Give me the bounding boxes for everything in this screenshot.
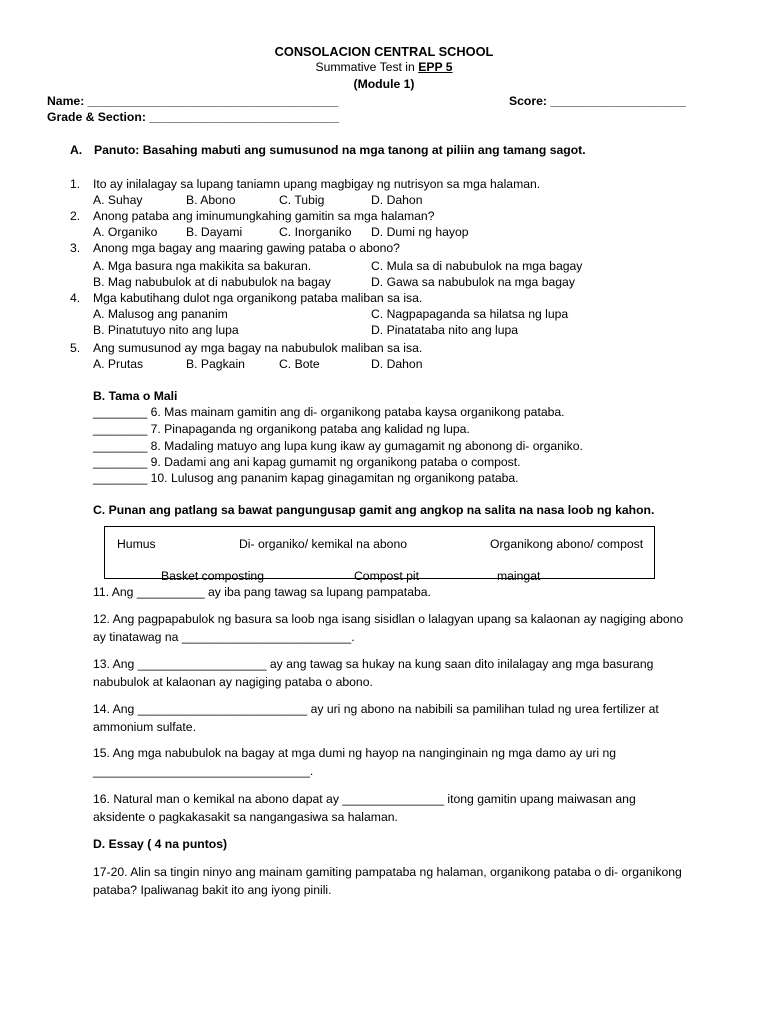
fill-in-item: 12. Ang pagpapabulok ng basura sa loob nga isang sisidlan o lalagyan upang sa kalaonan ay nagiging abono — [93, 612, 684, 626]
school-name: CONSOLACION CENTRAL SCHOOL — [274, 44, 494, 59]
question-number: 5. — [70, 341, 81, 355]
section-a-instruction: Panuto: Basahing mabuti ang sumusunod na mga tanong at piliin ang tamang sagot. — [94, 143, 586, 157]
true-false-item[interactable]: ________ 8. Madaling matuyo ang lupa kung ikaw ay gumagamit ng abonong di- organiko. — [93, 439, 583, 453]
question-number: 2. — [70, 209, 81, 223]
word-box-item: Humus — [117, 537, 156, 551]
true-false-item[interactable]: ________ 6. Mas mainam gamitin ang di- organikong pataba kaysa organikong pataba. — [93, 405, 565, 419]
word-box-item: Di- organiko/ kemikal na abono — [239, 537, 408, 551]
test-prefix: Summative Test in — [315, 60, 419, 74]
word-box-item: Basket composting — [161, 569, 264, 583]
subject-name: EPP 5 — [418, 60, 453, 74]
question-text: Anong pataba ang iminumungkahing gamitin sa mga halaman? — [93, 209, 435, 223]
choice-a[interactable]: A. Mga basura nga makikita sa bakuran. — [93, 259, 312, 273]
question-text: Ito ay inilalagay sa lupang taniamn upang magbigay ng nutrisyon sa mga halaman. — [93, 177, 541, 191]
module-label: (Module 1) — [353, 77, 415, 91]
choice-a[interactable]: A. Suhay — [93, 193, 143, 207]
score-field[interactable]: Score: ____________________ — [509, 94, 686, 108]
fill-in-item[interactable]: 14. Ang _________________________ ay uri ng abono na nabibili sa pamilihan tulad ng urea fertilizer at — [93, 702, 659, 716]
essay-question-line: pataba? Ipaliwanag bakit ito ang iyong pinili. — [93, 883, 332, 897]
question-text: Ang sumusunod ay mga bagay na nabubulok maliban sa isa. — [93, 341, 423, 355]
word-box-item: Organikong abono/ compost — [490, 537, 644, 551]
choice-b[interactable]: B. Abono — [186, 193, 236, 207]
question-text: Mga kabutihang dulot nga organikong pataba maliban sa isa. — [93, 291, 423, 305]
true-false-item[interactable]: ________ 9. Dadami ang ani kapag gumamit ng organikong pataba o compost. — [93, 455, 521, 469]
question-number: 4. — [70, 291, 81, 305]
fill-in-item-line: nabubulok at kalaonan ay nagiging pataba o abono. — [93, 675, 373, 689]
choice-a[interactable]: A. Prutas — [93, 357, 144, 371]
choice-c[interactable]: C. Bote — [279, 357, 320, 371]
section-b-title: B. Tama o Mali — [93, 389, 178, 403]
choice-c[interactable]: C. Nagpapaganda sa hilatsa ng lupa — [371, 307, 569, 321]
choice-b[interactable]: B. Dayami — [186, 225, 243, 239]
fill-in-item-line: aksidente o pagkakasakit sa nangangasiwa sa halaman. — [93, 810, 398, 824]
question-number: 1. — [70, 177, 81, 191]
choice-b[interactable]: B. Pinatutuyo nito ang lupa — [93, 323, 239, 337]
choice-a[interactable]: A. Malusog ang pananim — [93, 307, 228, 321]
choice-b[interactable]: B. Pagkain — [186, 357, 245, 371]
section-c-title: C. Punan ang patlang sa bawat pangungusap gamit ang angkop na salita na nasa loob ng kahon. — [93, 503, 655, 517]
fill-in-item-line[interactable]: ay tinatawag na _________________________. — [93, 630, 355, 644]
fill-in-item-line[interactable]: ________________________________. — [93, 764, 314, 778]
choice-c[interactable]: C. Inorganiko — [279, 225, 352, 239]
choice-a[interactable]: A. Organiko — [93, 225, 158, 239]
choice-d[interactable]: D. Dahon — [371, 193, 423, 207]
choice-d[interactable]: D. Gawa sa nabubulok na mga bagay — [371, 275, 575, 289]
choice-c[interactable]: C. Tubig — [279, 193, 325, 207]
choice-b[interactable]: B. Mag nabubulok at di nabubulok na bagay — [93, 275, 331, 289]
question-number: 3. — [70, 241, 81, 255]
true-false-item[interactable]: ________ 7. Pinapaganda ng organikong pataba ang kalidad ng lupa. — [93, 422, 470, 436]
fill-in-item-line: ammonium sulfate. — [93, 720, 196, 734]
word-box-item: Compost pit — [354, 569, 420, 583]
choice-d[interactable]: D. Dumi ng hayop — [371, 225, 469, 239]
fill-in-item[interactable]: 13. Ang ___________________ ay ang tawag sa hukay na kung saan dito inilalagay ang mga basurang — [93, 657, 654, 671]
section-a-letter: A. — [70, 143, 83, 157]
fill-in-item: 15. Ang mga nabubulok na bagay at mga dumi ng hayop na nanginginain ng mga damo ay uri ng — [93, 746, 617, 760]
test-title — [0, 60, 768, 74]
essay-question: 17-20. Alin sa tingin ninyo ang mainam gamiting pampataba ng halaman, organikong pataba o di- organikong — [93, 865, 682, 879]
fill-in-item[interactable]: 16. Natural man o kemikal na abono dapat ay _______________ itong gamitin upang maiwasan ang — [93, 792, 636, 806]
true-false-item[interactable]: ________ 10. Lulusog ang pananim kapag ginagamitan ng organikong pataba. — [93, 471, 519, 485]
choice-c[interactable]: C. Mula sa di nabubulok na mga bagay — [371, 259, 583, 273]
name-field[interactable]: Name: _____________________________________ — [47, 94, 339, 108]
question-text: Anong mga bagay ang maaring gawing pataba o abono? — [93, 241, 400, 255]
word-box-item: maingat — [497, 569, 541, 583]
grade-section-field[interactable]: Grade & Section: ____________________________ — [47, 110, 340, 124]
section-d-title: D. Essay ( 4 na puntos) — [93, 837, 228, 851]
fill-in-item[interactable]: 11. Ang __________ ay iba pang tawag sa lupang pampataba. — [93, 585, 431, 599]
choice-d[interactable]: D. Pinatataba nito ang lupa — [371, 323, 519, 337]
choice-d[interactable]: D. Dahon — [371, 357, 423, 371]
